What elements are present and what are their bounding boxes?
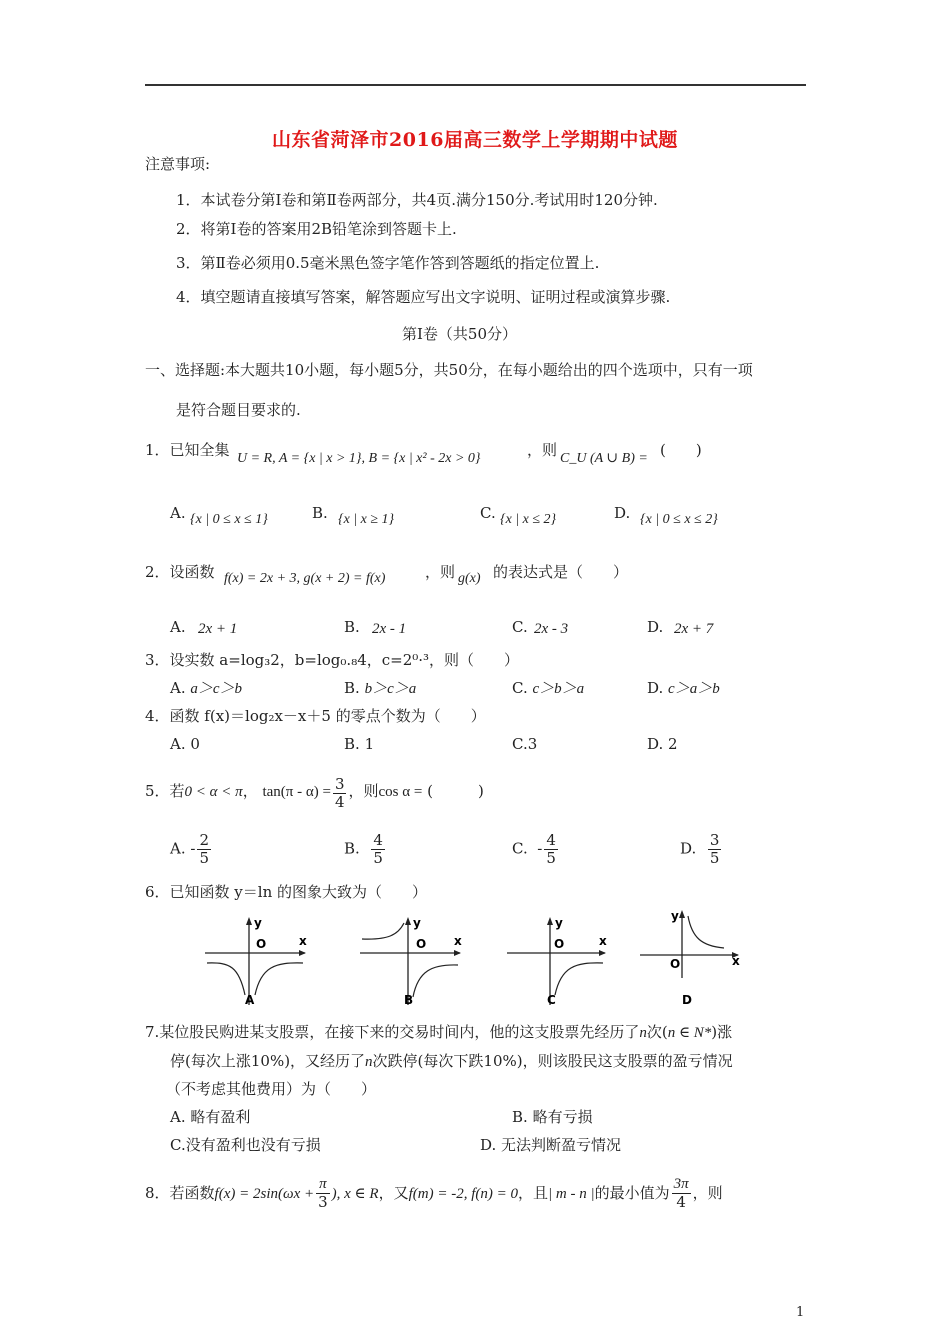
notice-item: 4．填空题请直接填写答案，解答题应写出文字说明、证明过程或演算步骤. — [176, 288, 671, 306]
q6-graph-d-caption: D — [682, 993, 692, 1007]
question-2: 2．设函数 — [145, 563, 215, 581]
q6-graph-c-x-label: x — [599, 934, 607, 948]
q7-option-a: A. 略有盈利 — [170, 1108, 251, 1126]
q6-graph-b-x-label: x — [454, 934, 462, 948]
q1-option-c-label: C. — [480, 504, 496, 522]
q1-option-b: {x | x ≥ 1} — [338, 512, 395, 527]
page-title: 山东省菏泽市2016届高三数学上学期期中试题 — [272, 129, 678, 151]
q4-option-c: C.3 — [512, 735, 538, 753]
part-instructions-cont: 是符合题目要求的. — [176, 401, 301, 419]
q4-option-d: D. 2 — [647, 735, 678, 753]
q2-option-a: 2x + 1 — [198, 621, 238, 637]
q4-option-a: A. 0 — [170, 735, 200, 753]
q2-option-c-label: C. — [512, 618, 528, 636]
q3-option-c: C. c＞b＞a — [512, 679, 585, 697]
notice-item: 1．本试卷分第Ⅰ卷和第Ⅱ卷两部分，共4页.满分150分.考试用时120分钟. — [176, 191, 658, 209]
q4-option-b: B. 1 — [344, 735, 375, 753]
q3-option-a: A. a＞c＞b — [170, 679, 243, 697]
q7-option-c: C.没有盈利也没有亏损 — [170, 1136, 321, 1154]
q3-option-d: D. c＞a＞b — [647, 679, 720, 697]
notice-heading: 注意事项: — [145, 155, 211, 173]
q6-graph-b — [358, 915, 468, 1010]
q2-option-d: 2x + 7 — [674, 621, 714, 637]
header-rule — [145, 84, 806, 86]
q2-option-b: 2x - 1 — [372, 621, 407, 637]
q3-option-b: B. b＞c＞a — [344, 679, 417, 697]
q5-option-a: A. - $\frac{2}{5}$ — [170, 831, 210, 867]
page-number: 1 — [796, 1305, 805, 1320]
q1-option-a: {x | 0 ≤ x ≤ 1} — [190, 512, 268, 527]
q2-option-b-label: B. — [344, 618, 360, 636]
q2-suffix: 的表达式是（ ） — [493, 563, 629, 581]
part-instructions: 一、选择题:本大题共10小题，每小题5分，共50分，在每小题给出的四个选项中，只有一项 — [145, 361, 753, 379]
q8-pi-fraction: $\frac{\pi}{3}$ — [318, 1176, 328, 1211]
question-5: 5．若0 < α < π， tan(π - α) = $\frac{3}{4}$ ，则cos α = ( ) — [145, 775, 484, 811]
q7-option-b: B. 略有亏损 — [512, 1108, 593, 1126]
question-8: 8．若函数f(x) = 2sin(ωx + $\frac{\pi}{3}$ ), x ∈ R，又f(m) = -2, f(n) = 0，且| m - n |的最小值为 $\frac{3\pi}{4}$ ，则 — [145, 1176, 723, 1211]
q1-option-d: {x | 0 ≤ x ≤ 2} — [640, 512, 718, 527]
q6-graph-c-origin: O — [554, 937, 565, 951]
q6-graph-a-caption: A — [245, 993, 255, 1007]
q6-graph-a-y-label: y — [254, 916, 262, 930]
section-heading: 第Ⅰ卷（共50分） — [402, 325, 518, 343]
q1-option-b-label: B. — [312, 504, 328, 522]
q6-graph-a — [205, 915, 310, 1010]
q1-option-a-label: A. — [170, 504, 186, 522]
q6-graph-a-x-label: x — [299, 934, 307, 948]
q2-option-a-label: A. — [170, 618, 186, 636]
q6-graph-b-y-label: y — [413, 916, 421, 930]
question-7-line-2: 停(每次上涨10%)，又经历了n次跌停(每次下跌10%)，则该股民这支股票的盈亏情况 — [170, 1052, 733, 1070]
q6-graph-b-caption: B — [404, 993, 414, 1007]
q7-option-d: D. 无法判断盈亏情况 — [480, 1136, 622, 1154]
q1-formula: U = R, A = {x | x > 1}, B = {x | x² - 2x > 0} — [237, 451, 481, 466]
q6-graph-c — [507, 915, 612, 1010]
q5-option-c: C. - $\frac{4}{5}$ — [512, 831, 556, 867]
q6-graph-c-caption: C — [547, 993, 556, 1007]
q2-option-c: 2x - 3 — [534, 621, 569, 637]
q1-mid: ，则 — [527, 441, 558, 459]
notice-item: 3．第Ⅱ卷必须用0.5毫米黑色签字笔作答到答题纸的指定位置上. — [176, 254, 600, 272]
q1-option-d-label: D. — [614, 504, 631, 522]
q6-graph-d-origin: O — [670, 957, 681, 971]
q6-graph-d-y-label: y — [671, 909, 679, 923]
q2-formula2: g(x) — [458, 571, 481, 586]
q8-min-fraction: $\frac{3\pi}{4}$ — [673, 1176, 689, 1211]
q6-graph-b-origin: O — [416, 937, 427, 951]
notice-item: 2．将第Ⅰ卷的答案用2B铅笔涂到答题卡上. — [176, 220, 457, 238]
q6-graph-d — [640, 908, 750, 1008]
question-7-line-3: （不考虑其他费用）为（ ） — [166, 1080, 377, 1098]
q2-mid: ，则 — [425, 563, 456, 581]
q6-graph-d-x-label: x — [732, 954, 740, 968]
q2-option-d-label: D. — [647, 618, 664, 636]
q5-fraction: $\frac{3}{4}$ — [334, 775, 345, 811]
q1-option-c: {x | x ≤ 2} — [500, 512, 557, 527]
q5-option-b: B. $\frac{4}{5}$ — [344, 831, 383, 867]
q2-formula: f(x) = 2x + 3, g(x + 2) = f(x) — [224, 571, 386, 586]
q5-option-d: D. $\frac{3}{5}$ — [680, 831, 720, 867]
question-7-line-1: 7.某位股民购进某支股票，在接下来的交易时间内，他的这支股票先经历了n次(n ∈ N*)涨 — [145, 1023, 733, 1041]
q1-formula2: C_U (A ∪ B) = — [560, 451, 648, 466]
question-3: 3．设实数 a=log₃2，b=log₀.₈4，c=2⁰·³，则（ ） — [145, 651, 520, 669]
q6-graph-c-y-label: y — [555, 916, 563, 930]
q1-paren: ( ) — [660, 441, 702, 459]
q6-graph-a-origin: O — [256, 937, 267, 951]
question-1: 1．已知全集 — [145, 441, 230, 459]
question-4: 4．函数 f(x)＝log₂x－x＋5 的零点个数为（ ） — [145, 707, 486, 725]
question-6: 6．已知函数 y＝ln 的图象大致为（ ） — [145, 883, 428, 901]
